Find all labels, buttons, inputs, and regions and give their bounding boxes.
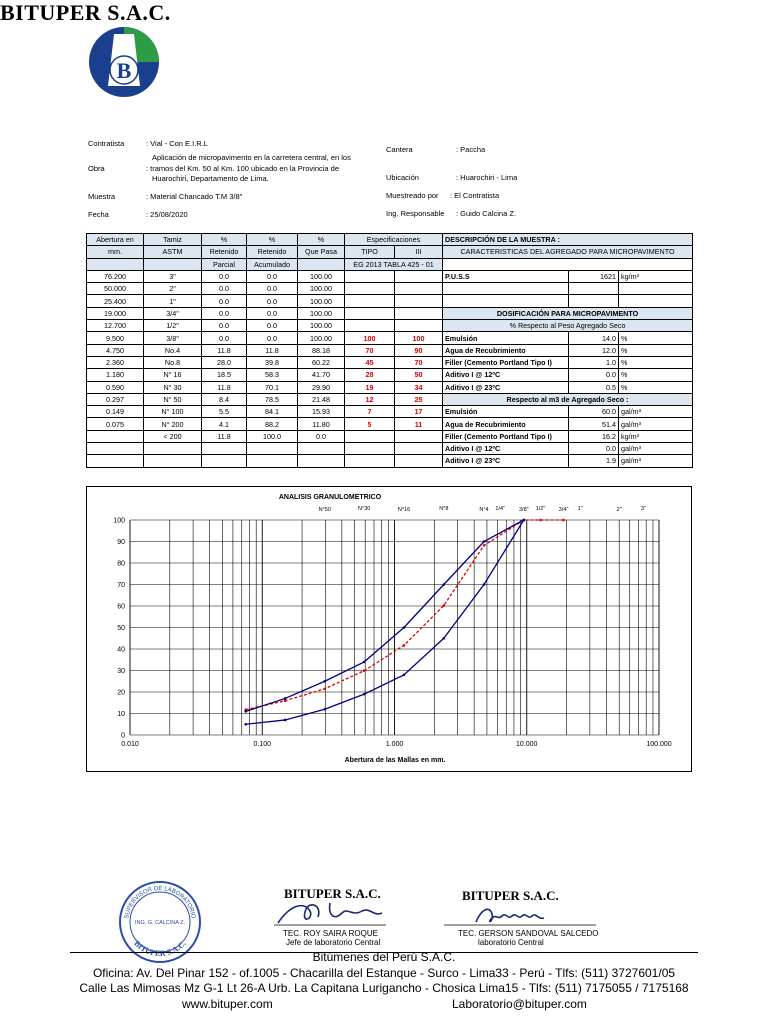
y-tick-label: 90 (117, 539, 125, 546)
retenido-acumulado-cell: 11.8 (247, 344, 298, 356)
spec-max-cell (395, 307, 443, 319)
dosificacion-cell: 14.0 (569, 332, 619, 344)
header-pct: % (202, 234, 247, 246)
spec-max-cell (395, 295, 443, 307)
dosificacion-cell: Respecto al m3 de Agregado Seco : (443, 393, 693, 405)
spec-max-cell (395, 320, 443, 332)
footer-company: Bitúmenes del Perú S.A.C. (312, 950, 456, 964)
footer (0, 950, 768, 1012)
footer-lab-address: Calle Las Mimosas Mz G-1 Lt 26-A Urb. La Capitana Lurigancho - Chosica Lima15 - Tlfs: (511) 7175055 / 7175168 (79, 981, 689, 995)
retenido-acumulado-cell: 39.8 (247, 356, 298, 368)
spec-min-cell: 28 (345, 369, 395, 381)
granulometry-table (86, 233, 693, 468)
table-row (87, 430, 693, 442)
abertura-cell: 2.360 (87, 356, 144, 368)
granulometry-chart (87, 487, 691, 771)
obra-line-2: : tramos del Km. 50 al Km. 100 ubicado en la Provincia de (146, 164, 340, 173)
tamiz-cell: N° 50 (144, 393, 202, 405)
signature-2-role: laboratorio Central (478, 938, 544, 947)
data-point (403, 644, 406, 647)
retenido-acumulado-cell (247, 455, 298, 467)
header-tamiz: Tamiz (144, 234, 202, 246)
tamiz-cell: 1" (144, 295, 202, 307)
table-row (87, 455, 693, 467)
retenido-acumulado-cell: 78.5 (247, 393, 298, 405)
retenido-parcial-cell: 28.0 (202, 356, 247, 368)
retenido-parcial-cell: 11.8 (202, 430, 247, 442)
y-tick-label: 10 (117, 711, 125, 718)
company-logo (88, 26, 160, 98)
ubicacion-value: : Huarochiri - Lima (456, 173, 518, 182)
signature-2-scribble (440, 900, 600, 930)
sieve-label: N°30 (358, 506, 371, 512)
header-astm: ASTM (144, 246, 202, 258)
tamiz-cell: < 200 (144, 430, 202, 442)
spec-max-cell: 17 (395, 406, 443, 418)
dosificacion-cell: % (619, 369, 693, 381)
muestra-value: : Material Chancado T.M 3/8" (146, 192, 243, 201)
retenido-parcial-cell: 18.5 (202, 369, 247, 381)
abertura-cell: 9.500 (87, 332, 144, 344)
header-mm: mm. (87, 246, 144, 258)
muestra-label: Muestra (88, 192, 116, 201)
retenido-parcial-cell: 11.8 (202, 381, 247, 393)
spec-max-cell: 11 (395, 418, 443, 430)
spec-max-cell: 25 (395, 393, 443, 405)
dosificacion-cell: % (619, 356, 693, 368)
table-row (87, 369, 693, 381)
retenido-parcial-cell: 0.0 (202, 320, 247, 332)
data-point (323, 680, 326, 683)
signature-2-brand: BITUPER S.A.C. (462, 888, 559, 903)
x-tick-label: 0.010 (121, 741, 139, 748)
tamiz-cell: 1/2" (144, 320, 202, 332)
tamiz-cell: N° 200 (144, 418, 202, 430)
tamiz-cell: 2" (144, 283, 202, 295)
dosificacion-cell: Filler (Cemento Portland Tipo I) (443, 430, 569, 442)
sieve-label: 1/4" (495, 506, 506, 512)
dosificacion-cell: 0.0 (569, 443, 619, 455)
spec-max-cell: 34 (395, 381, 443, 393)
table-row (87, 418, 693, 430)
spec-min-cell: 5 (345, 418, 395, 430)
table-row (87, 332, 693, 344)
retenido-parcial-cell: 0.0 (202, 283, 247, 295)
dosificacion-cell: Filler (Cemento Portland Tipo I) (443, 356, 569, 368)
abertura-cell: 76.200 (87, 270, 144, 282)
table-cell (619, 283, 693, 295)
data-point (443, 604, 446, 607)
header-pct: % (247, 234, 298, 246)
abertura-cell: 50.000 (87, 283, 144, 295)
y-tick-label: 70 (117, 582, 125, 589)
dosificacion-cell: % (619, 344, 693, 356)
sieve-label: 3" (640, 506, 646, 512)
x-tick-label: 1.000 (385, 741, 404, 748)
spec-min-cell: 19 (345, 381, 395, 393)
que-pasa-cell (298, 443, 345, 455)
que-pasa-cell: 88.18 (298, 344, 345, 356)
muestreado-value: : El Contratista (450, 191, 500, 200)
tamiz-cell: 3" (144, 270, 202, 282)
que-pasa-cell: 60.22 (298, 356, 345, 368)
dosificacion-cell: % (619, 332, 693, 344)
abertura-cell: 12.700 (87, 320, 144, 332)
header-eg-2013: EG 2013 TABLA 425 - 01 (345, 258, 443, 270)
spec-min-cell (345, 295, 395, 307)
table-cell (569, 283, 619, 295)
tamiz-cell: No.8 (144, 356, 202, 368)
data-point (244, 723, 247, 726)
obra-label: Obra (88, 164, 105, 173)
dosificacion-cell: kg/m³ (619, 430, 693, 442)
data-point (443, 637, 446, 640)
tamiz-cell: N° 100 (144, 406, 202, 418)
abertura-cell: 0.297 (87, 393, 144, 405)
dosificacion-cell: Emulsión (443, 406, 569, 418)
abertura-cell: 1.180 (87, 369, 144, 381)
ing-label: Ing. Responsable (386, 209, 445, 218)
table-row (87, 344, 693, 356)
table-cell (569, 295, 619, 307)
signature-1-name: TEC. ROY SAIRA ROQUE (283, 929, 378, 938)
data-point (323, 708, 326, 711)
que-pasa-cell: 41.70 (298, 369, 345, 381)
retenido-parcial-cell (202, 443, 247, 455)
table-cell (619, 295, 693, 307)
dosificacion-cell: Aditivo I @ 23ºC (443, 455, 569, 467)
que-pasa-cell (298, 455, 345, 467)
ubicacion-label: Ubicación (386, 173, 419, 182)
data-point (403, 626, 406, 629)
y-tick-label: 100 (113, 517, 125, 525)
retenido-parcial-cell (202, 455, 247, 467)
retenido-parcial-cell: 11.8 (202, 344, 247, 356)
data-point (284, 699, 287, 702)
que-pasa-cell: 29.90 (298, 381, 345, 393)
spec-min-cell: 7 (345, 406, 395, 418)
spec-min-cell (345, 455, 395, 467)
que-pasa-cell: 11.80 (298, 418, 345, 430)
spec-min-cell (345, 443, 395, 455)
retenido-acumulado-cell: 84.1 (247, 406, 298, 418)
stamp-mid-text: ING. G. CALCINA Z. (134, 920, 186, 926)
spec-min-cell: 45 (345, 356, 395, 368)
sieve-label: N°8 (439, 506, 449, 512)
retenido-parcial-cell: 0.0 (202, 332, 247, 344)
table-cell (443, 295, 569, 307)
retenido-parcial-cell: 0.0 (202, 307, 247, 319)
spec-min-cell: 12 (345, 393, 395, 405)
dosificacion-cell: 60.0 (569, 406, 619, 418)
dosificacion-cell: kg/m³ (619, 270, 693, 282)
header-retenido: Retenido (202, 246, 247, 258)
abertura-cell: 0.075 (87, 418, 144, 430)
tamiz-cell: 3/4" (144, 307, 202, 319)
y-tick-label: 80 (117, 560, 125, 568)
spec-max-cell (395, 283, 443, 295)
footer-office: Oficina: Av. Del Pinar 152 - of.1005 - Chacarilla del Estanque - Surco - Lima33 - Perú - Tlfs: (511) 3727601/05 (92, 965, 676, 980)
y-tick-label: 20 (117, 689, 125, 697)
retenido-acumulado-cell: 70.1 (247, 381, 298, 393)
data-point (483, 583, 486, 586)
dosificacion-cell: Emulsión (443, 332, 569, 344)
logo-letter: B (116, 58, 132, 83)
abertura-cell: 0.590 (87, 381, 144, 393)
dosificacion-cell: P.U.S.S (443, 270, 569, 282)
sieve-label: 3/4" (558, 507, 569, 513)
table-row (87, 381, 693, 393)
data-point (539, 519, 542, 522)
que-pasa-cell: 15.93 (298, 406, 345, 418)
spec-max-cell (395, 430, 443, 442)
table-row (87, 270, 693, 282)
retenido-parcial-cell: 0.0 (202, 270, 247, 282)
sieve-label: 2" (616, 507, 622, 513)
que-pasa-cell: 100.00 (298, 283, 345, 295)
dosificacion-cell: Aditivo I @ 23ºC (443, 381, 569, 393)
dosificacion-cell: Agua de Recubrimiento (443, 344, 569, 356)
table-row (87, 406, 693, 418)
x-tick-label: 100.000 (646, 741, 672, 748)
x-tick-label: 0.100 (253, 741, 272, 748)
retenido-acumulado-cell: 0.0 (247, 295, 298, 307)
data-point (363, 661, 366, 664)
table-row (87, 307, 693, 319)
fecha-value: : 25/08/2020 (146, 210, 188, 219)
table-cell (298, 258, 345, 270)
spec-max-cell (395, 270, 443, 282)
spec-min-cell (345, 307, 395, 319)
series-line-0 (246, 520, 564, 710)
data-point (562, 519, 565, 522)
que-pasa-cell: 0.0 (298, 430, 345, 442)
chart-title: ANALISIS GRANULOMETRICO (278, 494, 382, 501)
dosificacion-cell: 0.5 (569, 381, 619, 393)
table-cell (443, 283, 569, 295)
retenido-acumulado-cell (247, 443, 298, 455)
dosificacion-cell: 0.0 (569, 369, 619, 381)
spec-min-cell (345, 283, 395, 295)
header-parcial: Parcial (202, 258, 247, 270)
table-row (87, 443, 693, 455)
retenido-parcial-cell: 4.1 (202, 418, 247, 430)
tamiz-cell: No.4 (144, 344, 202, 356)
header-caracteristicas: CARACTERISTICAS DEL AGREGADO PARA MICROPAVIMENTO (443, 246, 693, 258)
spec-min-cell (345, 430, 395, 442)
table-row (87, 356, 693, 368)
y-tick-label: 40 (117, 646, 125, 654)
abertura-cell (87, 430, 144, 442)
series-line-2 (246, 520, 524, 724)
dosificacion-cell: DOSIFICACIÓN PARA MICROPAVIMENTO (443, 307, 693, 319)
tamiz-cell: N° 16 (144, 369, 202, 381)
dosificacion-cell: 12.0 (569, 344, 619, 356)
sieve-label: N°4 (479, 507, 489, 513)
header-pct: % (298, 234, 345, 246)
table-cell (144, 258, 202, 270)
spec-min-cell: 100 (345, 332, 395, 344)
data-point (483, 544, 486, 547)
que-pasa-cell: 100.00 (298, 320, 345, 332)
data-point (523, 519, 526, 522)
data-point (363, 669, 366, 672)
stamp-top-text: SUPERVISOR DE LABORATORIO (124, 885, 196, 920)
dosificacion-cell: gal/m³ (619, 418, 693, 430)
y-tick-label: 30 (117, 668, 125, 675)
chart-frame (86, 486, 692, 772)
contratista-label: Contratista (88, 139, 125, 148)
contratista-value: : Vial - Con E.I.R.L (146, 139, 208, 148)
obra-line-1: Aplicación de micropavimento en la carretera central, en los (152, 153, 351, 162)
table-row (87, 320, 693, 332)
header-especificaciones: Especificaciones (345, 234, 443, 246)
stamp-bottom-text: BITUPER S.A.C. (132, 938, 188, 959)
ing-value: : Guido Calcina Z. (456, 209, 517, 218)
sieve-label: 1/2" (535, 506, 546, 512)
obra-line-3: Huarochiri, Departamento de Lima. (152, 174, 269, 183)
dosificacion-cell: 1.9 (569, 455, 619, 467)
data-point (483, 540, 486, 543)
signature-1-brand: BITUPER S.A.C. (284, 886, 381, 901)
dosificacion-cell: % (619, 381, 693, 393)
data-point (244, 710, 247, 713)
sieve-label: N°16 (397, 507, 411, 513)
dosificacion-cell: gal/m³ (619, 455, 693, 467)
company-name: BITUPER S.A.C. (0, 0, 171, 25)
table-row (87, 246, 693, 258)
muestreado-label: Muestreado por (386, 191, 439, 200)
x-tick-label: 10.000 (516, 741, 538, 748)
table-row (87, 283, 693, 295)
que-pasa-cell: 100.00 (298, 307, 345, 319)
spec-min-cell (345, 270, 395, 282)
retenido-acumulado-cell: 88.2 (247, 418, 298, 430)
spec-max-cell (395, 443, 443, 455)
data-point (284, 697, 287, 700)
data-point (403, 674, 406, 677)
dosificacion-cell: % Respecto al Peso Agregado Seco (443, 320, 693, 332)
cantera-label: Cantera (386, 145, 413, 154)
spec-max-cell: 70 (395, 356, 443, 368)
tamiz-cell: 3/8" (144, 332, 202, 344)
data-point (284, 719, 287, 722)
abertura-cell: 4.750 (87, 344, 144, 356)
dosificacion-cell: 1621 (569, 270, 619, 282)
sieve-label: N°50 (318, 507, 331, 513)
retenido-acumulado-cell: 0.0 (247, 307, 298, 319)
spec-min-cell: 70 (345, 344, 395, 356)
header-descripcion: DESCRIPCIÓN DE LA MUESTRA : (443, 234, 693, 246)
header-iii: III (395, 246, 443, 258)
footer-website[interactable]: www.bituper.com (182, 996, 273, 1011)
table-row (87, 393, 693, 405)
abertura-cell (87, 455, 144, 467)
abertura-cell: 25.400 (87, 295, 144, 307)
cantera-value: : Paccha (456, 145, 486, 154)
que-pasa-cell: 100.00 (298, 295, 345, 307)
y-tick-label: 50 (117, 625, 125, 632)
que-pasa-cell: 100.00 (298, 270, 345, 282)
spec-max-cell: 50 (395, 369, 443, 381)
dosificacion-cell: Aditivo I @ 12ºC (443, 369, 569, 381)
tamiz-cell (144, 455, 202, 467)
dosificacion-cell: gal/m³ (619, 443, 693, 455)
abertura-cell: 0.149 (87, 406, 144, 418)
spec-max-cell: 90 (395, 344, 443, 356)
table-row (87, 258, 693, 270)
y-tick-label: 60 (117, 603, 125, 611)
table-cell (87, 258, 144, 270)
header-que-pasa: Que Pasa (298, 246, 345, 258)
retenido-acumulado-cell: 0.0 (247, 332, 298, 344)
dosificacion-cell: Agua de Recubrimiento (443, 418, 569, 430)
spec-min-cell (345, 320, 395, 332)
x-axis-label: Abertura de las Mallas en mm. (344, 757, 446, 764)
fecha-label: Fecha (88, 210, 109, 219)
retenido-acumulado-cell: 58.3 (247, 369, 298, 381)
retenido-parcial-cell: 8.4 (202, 393, 247, 405)
header-abertura: Abertura en (87, 234, 144, 246)
retenido-parcial-cell: 0.0 (202, 295, 247, 307)
spec-max-cell: 100 (395, 332, 443, 344)
table-row (87, 234, 693, 246)
dosificacion-cell: Aditivo I @ 12ºC (443, 443, 569, 455)
abertura-cell: 19.000 (87, 307, 144, 319)
dosificacion-cell: 1.0 (569, 356, 619, 368)
abertura-cell (87, 443, 144, 455)
tamiz-cell: N° 30 (144, 381, 202, 393)
que-pasa-cell: 100.00 (298, 332, 345, 344)
data-point (363, 693, 366, 696)
sieve-label: 3/8" (518, 507, 529, 513)
y-tick-label: 0 (121, 732, 125, 740)
header-acumulado: Acumulado (247, 258, 298, 270)
spec-max-cell (395, 455, 443, 467)
table-row (87, 295, 693, 307)
signature-1-scribble (270, 895, 390, 929)
retenido-acumulado-cell: 0.0 (247, 283, 298, 295)
retenido-acumulado-cell: 0.0 (247, 270, 298, 282)
retenido-acumulado-cell: 100.0 (247, 430, 298, 442)
sieve-label: 1" (577, 506, 583, 512)
header-tipo: TIPO (345, 246, 395, 258)
retenido-parcial-cell: 5.5 (202, 406, 247, 418)
tamiz-cell (144, 443, 202, 455)
retenido-acumulado-cell: 0.0 (247, 320, 298, 332)
que-pasa-cell: 21.48 (298, 393, 345, 405)
signature-2-name: TEC. GERSON SANDOVAL SALCEDO (458, 929, 599, 938)
dosificacion-cell: 51.4 (569, 418, 619, 430)
dosificacion-cell: 16.2 (569, 430, 619, 442)
footer-email[interactable]: Laboratorio@bituper.com (452, 996, 587, 1011)
header-retenido: Retenido (247, 246, 298, 258)
data-point (323, 688, 326, 691)
dosificacion-cell: gal/m³ (619, 406, 693, 418)
data-point (443, 583, 446, 586)
table-cell (443, 258, 693, 270)
signature-1-role: Jefe de laboratorio Central (286, 938, 381, 947)
